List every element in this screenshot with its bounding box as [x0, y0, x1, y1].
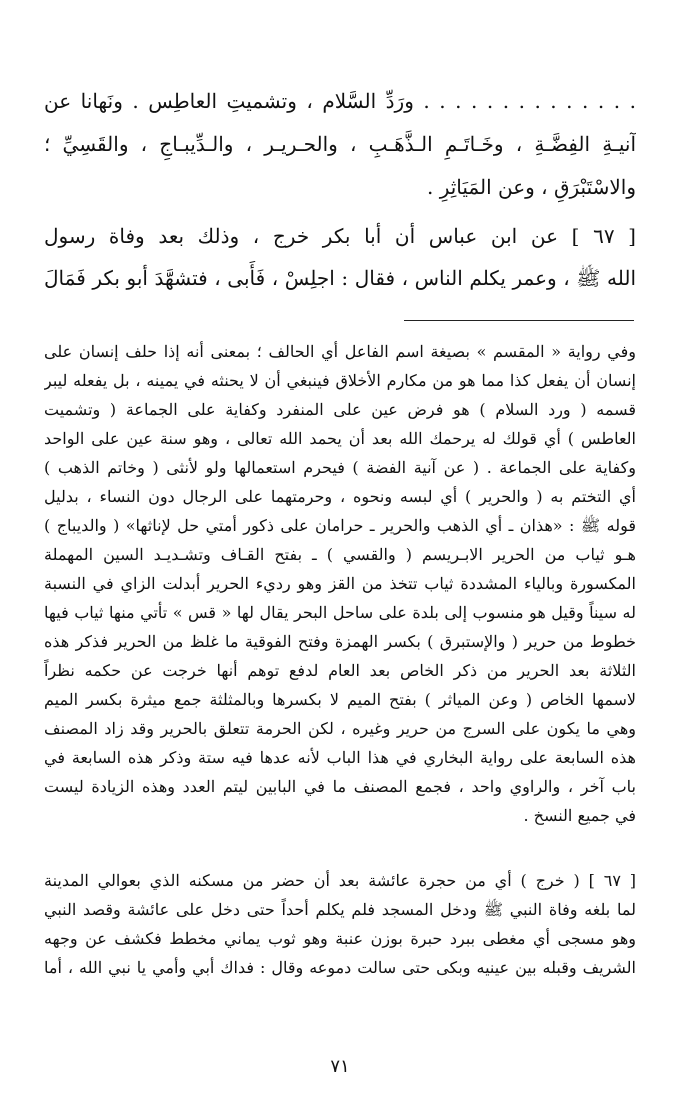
commentary-line-7: قوله ﷺ : «هذان ـ أي الذهب والحرير ـ حرامان على ذكور أمتي حل لإناثها» ( والديباج ): [44, 516, 636, 535]
hadith-67-note-line-4: الشريف وقبله بين عينيه وبكى حتى سالت دموعه وقال : فداك أبي وأمي يا نبي الله ، أما: [44, 958, 636, 977]
commentary-line-3: قسمه ( ورد السلام ) هو فرض عين على المنفرد وكفاية على الجماعة ( وتشميت: [44, 400, 636, 419]
commentary-line-14: وهي ما يكون على السرج من حرير وغيره ، لكن الحرمة تتعلق بالحرير وقد زاد المصنف: [44, 719, 636, 738]
main-text-line-1: . . . . . . . . . . . . . . ورَدِّ السَّلام ، وتشميتِ العاطِس . ونَهانا عن: [44, 89, 636, 113]
page-number: ٧١: [330, 1056, 350, 1077]
commentary-line-4: العاطس ) أي قولك له يرحمك الله بعد أن يحمد الله تعالى ، وهو سنة عين على الواحد: [44, 429, 636, 448]
main-text-line-4: [ ٦٧ ] عن ابن عباس أن أبا بكر خرج ، وذلك بعد وفاة رسول: [44, 224, 636, 248]
hadith-67-note-line-2: لما بلغه وفاة النبي ﷺ ودخل المسجد فلم يكلم أحداً حتى دخل على عائشة وقصد النبي: [44, 900, 636, 919]
commentary-line-8: هـو ثياب من الحرير الابـريسم ( والقسي ) ـ بفتح القـاف وتشـديـد السين المهملة: [44, 545, 636, 564]
commentary-line-10: له سيناً وقيل هو منسوب إلى بلدة على ساحل البحر يقال لها « قس » تأتي منها ثياب فيها: [44, 603, 636, 622]
commentary-line-6: أي التختم به ( والحرير ) أي لبسه ونحوه ، وحرمتهما على الرجال دون النساء ، بدليل: [44, 487, 636, 506]
main-text-line-5: الله ﷺ ، وعمر يكلم الناس ، فقال : اجلِسْ ، فَأَبى ، فتشهَّدَ أبو بكر فَمَالَ: [44, 266, 636, 290]
commentary-line-11: خطوط من حرير ( والإستبرق ) بكسر الهمزة وفتح الفوقية ما غلظ من الحرير فذكر هذه: [44, 632, 636, 651]
commentary-line-1: وفي رواية « المقسم » بصيغة اسم الفاعل أي الحالف ؛ بمعنى أنه إذا حلف إنسان على: [44, 342, 636, 361]
commentary-line-12: الثلاثة بعد الحرير من ذكر الخاص بعد العام لدفع توهم أنها خرجت عن حكمه نظراً: [44, 661, 636, 680]
commentary-line-13: لاسمها الخاص ( وعن المياثر ) بفتح الميم لا بكسرها وبالمثلثة جمع ميثرة بكسر الميم: [44, 690, 636, 709]
commentary-line-2: إنسان أن يفعل كذا مما هو من مكارم الأخلاق فينبغي أن لا يحنثه في يمينه ، بل يفعله ليبر: [44, 371, 636, 390]
commentary-line-17: في جميع النسخ .: [523, 806, 636, 825]
hadith-67-note-line-1: [ ٦٧ ] ( خرج ) أي من حجرة عائشة بعد أن حضر من مسكنه الذي بعوالي المدينة: [44, 871, 636, 890]
footnote-separator: [404, 320, 634, 321]
commentary-line-15: هذه السابعة على رواية البخاري في هذا الباب لأنه عدها فيه ستة وذكر هذه السابعة في: [44, 748, 636, 767]
main-text-line-2: آنيـةِ الفِضَّـةِ ، وخَـاتَـمِ الـذَّهَـبِ ، والحـريـر ، والـدِّيبـاجِ ، والقَسِيِّ ؛: [44, 132, 636, 156]
commentary-line-5: وكفاية على الجماعة . ( عن آنية الفضة ) فيحرم استعمالها ولو لأنثى ( وخاتم الذهب ): [44, 458, 636, 477]
commentary-line-16: باب آخر ، والراوي واحد ، فجمع المصنف ما في البابين ليتم العدد وهذه الزيادة ليست: [44, 777, 636, 796]
hadith-67-note-line-3: وهو مسجى أي مغطى ببرد حبرة بوزن عنبة وهو ثوب يماني مخطط فكشف عن وجهه: [44, 929, 636, 948]
commentary-line-9: المكسورة وبالياء المشددة ثياب تتخذ من القز وهو رديء الحرير أبدلت الزاي في النسبة: [44, 574, 636, 593]
main-text-line-3: والاسْتَبْرَقِ ، وعن المَيَاثِرِ .: [426, 175, 636, 199]
